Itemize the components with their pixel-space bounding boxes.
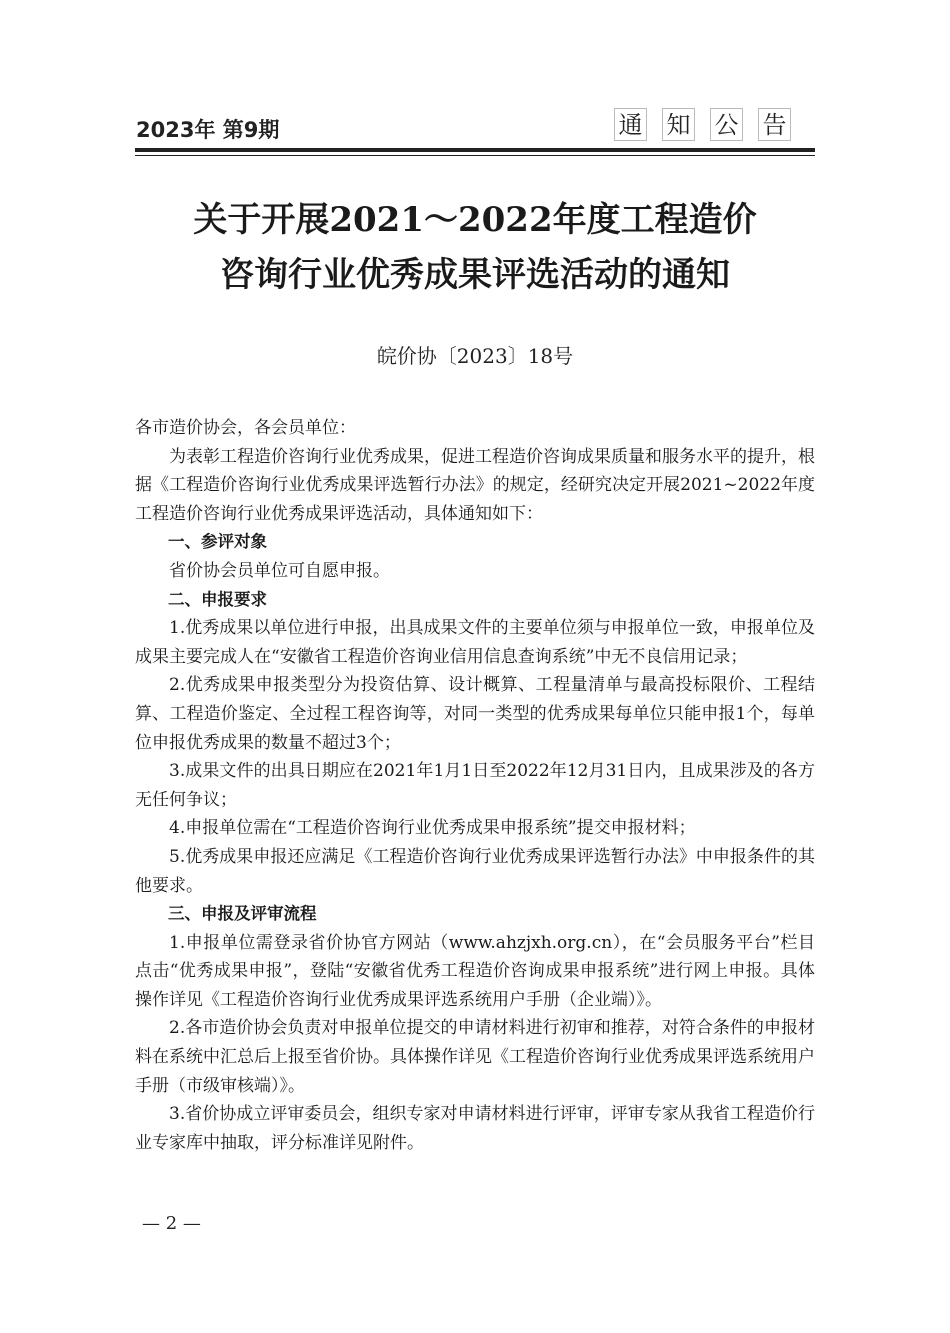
section-heading: 二、申报要求 [168,589,267,609]
intro-paragraph: 为表彰工程造价咨询行业优秀成果，促进工程造价咨询成果质量和服务水平的提升，根据《工程造价咨询行业优秀成果评选暂行办法》的规定，经研究决定开展2021~2022年度工程造价咨询行业优秀成果评选活动，具体通知如下： [135,446,815,524]
list-item: 4.申报单位需在“工程造价咨询行业优秀成果申报系统”提交申报材料； [169,818,696,839]
list-item: 1.优秀成果以单位进行申报，出具成果文件的主要单位须与申报单位一致，申报单位及成果主要完成人在“安徽省工程造价咨询业信用信息查询系统”中无不良信用记录； [135,618,815,667]
column-char: 通 [614,108,647,141]
column-char: 公 [710,108,743,141]
list-item: 1.申报单位需登录省价协官方网站（www.ahzjxh.org.cn），在“会员服务平台”栏目点击“优秀成果申报”，登陆“安徽省优秀工程造价咨询成果申报系统”进行网上申报。具体操作详见《工程造价咨询行业优秀成果评选系统用户手册（企业端）》。 [135,932,815,1010]
salutation: 各市造价协会，各会员单位： [135,418,356,438]
list-item: 2.各市造价协会负责对申报单位提交的申请材料进行初审和推荐，对符合条件的申报材料在系统中汇总后上报至省价协。具体操作详见《工程造价咨询行业优秀成果评选系统用户手册（市级审核端）》。 [135,1018,815,1096]
list-item: 5.优秀成果申报还应满足《工程造价咨询行业优秀成果评选暂行办法》中申报条件的其他要求。 [135,846,815,896]
column-char: 知 [662,108,695,141]
document-number: 皖价协〔2023〕18号 [376,344,574,368]
title-line-1: 关于开展2021～2022年度工程造价 [193,200,757,240]
list-item: 2.优秀成果申报类型分为投资估算、设计概算、工程量清单与最高投标限价、工程结算、工程造价鉴定、全过程工程咨询等，对同一类型的优秀成果每单位只能申报1个，每单位申报优秀成果的数量不超过3个； [135,675,815,753]
list-item: 3.省价协成立评审委员会，组织专家对申请材料进行评审，评审专家从我省工程造价行业专家库中抽取，评分标准详见附件。 [135,1104,815,1153]
page-number: — 2 — [142,1213,201,1234]
document-title [135,193,815,303]
header-rule-thick [135,148,815,152]
column-name [614,108,791,141]
issue-label: 2023年 第9期 [136,118,280,142]
section-heading: 一、参评对象 [168,532,267,552]
document-body [135,414,815,1157]
list-item: 3.成果文件的出具日期应在2021年1月1日至2022年12月31日内，且成果涉及的各方无任何争议； [135,761,815,810]
section-heading: 三、申报及评审流程 [168,904,317,924]
column-char: 告 [758,108,791,141]
paragraph: 省价协会员单位可自愿申报。 [169,560,390,581]
header-rule-thin [135,155,815,156]
title-line-2: 咨询行业优秀成果评选活动的通知 [220,255,730,295]
